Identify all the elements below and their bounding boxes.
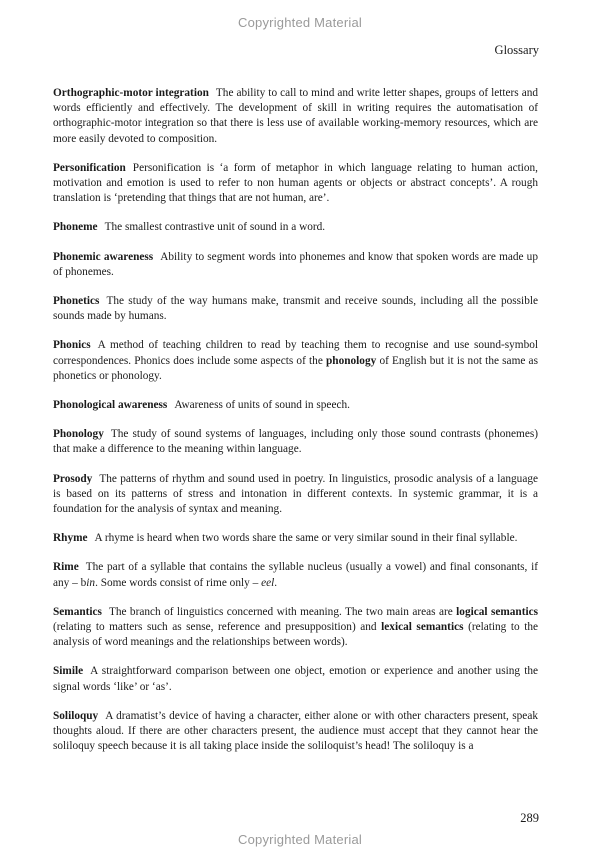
glossary-term: Semantics: [53, 605, 102, 618]
glossary-entries: [53, 86, 538, 769]
glossary-definition: The smallest contrastive unit of sound in a word.: [104, 221, 326, 234]
glossary-definition-part: (relating to the analysis of word meanings and the relationships between words).: [53, 621, 539, 649]
glossary-entry-soliloquy: [53, 709, 538, 755]
glossary-term: Personification: [53, 161, 126, 174]
glossary-definition-part: of English but it is not the same as phonetics or phonology.: [53, 354, 538, 382]
glossary-definition: The patterns of rhythm and sound used in poetry. In linguistics, prosodic analysis of a language is based on its patterns of stress and intonation in different contexts. In systemic grammar, it is a foundation for the analysis of syntax and meaning.: [53, 472, 538, 516]
glossary-entry-phonics: [53, 338, 538, 384]
glossary-entry-rhyme: [53, 531, 538, 546]
glossary-definition: The study of sound systems of languages, including only those sound contrasts (phonemes) that make a difference to the meaning within language.: [53, 428, 538, 456]
glossary-definition: Personification is ‘a form of metaphor in which language relating to human action, motivation and emotion is used to refer to non human agents or objects or abstract concepts’. A rough translation is ‘pretending that things that are not human, are’.: [53, 161, 538, 205]
glossary-entry-phonology: [53, 427, 538, 457]
cross-reference-term: lexical semantics: [381, 621, 464, 634]
glossary-entry-semantics: [53, 605, 538, 651]
glossary-definition-part: (relating to matters such as sense, reference and presupposition) and: [53, 621, 377, 634]
glossary-term: Phonetics: [53, 295, 100, 308]
glossary-entry-rime: [53, 560, 538, 590]
glossary-term: Phonemic awareness: [53, 250, 154, 263]
glossary-term: Phonology: [53, 428, 104, 441]
watermark-top: Copyrighted Material: [238, 15, 362, 30]
glossary-term: Simile: [53, 665, 84, 678]
glossary-definition-part: .: [274, 576, 278, 589]
glossary-term: Phoneme: [53, 221, 98, 234]
page-number: 289: [520, 811, 539, 825]
glossary-term: Phonological awareness: [53, 399, 168, 412]
glossary-definition: Awareness of units of sound in speech.: [174, 399, 350, 412]
glossary-definition-part: . Some words consist of rime only –: [95, 576, 259, 589]
cross-reference-term: phonology: [326, 354, 377, 367]
italic-example: in: [86, 576, 96, 589]
glossary-entry-phonological-awareness: [53, 398, 538, 413]
glossary-term: Phonics: [53, 339, 91, 352]
glossary-definition: The study of the way humans make, transmit and receive sounds, including all the possible sounds made by humans.: [53, 295, 538, 323]
glossary-entry-personification: [53, 161, 538, 207]
glossary-definition: The ability to call to mind and write letter shapes, groups of letters and words efficiently and effectively. The development of skill in writing requires the automatisation of orthographic-motor integration so that there is less use of available working-memory resources, which are more easily devoted to composition.: [53, 87, 539, 145]
glossary-term: Prosody: [53, 472, 93, 485]
glossary-term: Soliloquy: [53, 709, 99, 722]
running-head: Glossary: [494, 43, 539, 57]
glossary-definition-part: The branch of linguistics concerned with meaning. The two main areas are: [108, 605, 453, 618]
cross-reference-term: logical semantics: [456, 605, 539, 618]
glossary-definition-part: A method of teaching children to read by teaching them to recognise and use sound-symbol correspondences. Phonics does include some aspects of the: [53, 339, 538, 367]
italic-example: eel: [261, 576, 275, 589]
glossary-entry-prosody: [53, 472, 538, 518]
glossary-definition: A straightforward comparison between one object, emotion or experience and another using the signal words ‘like’ or ‘as’.: [53, 665, 538, 693]
watermark-bottom: Copyrighted Material: [238, 832, 362, 847]
glossary-entry-simile: [53, 664, 538, 694]
glossary-definition: A rhyme is heard when two words share the same or very similar sound in their final syllable.: [94, 532, 518, 545]
glossary-term: Rhyme: [53, 532, 88, 545]
glossary-term: Rime: [53, 561, 79, 574]
glossary-entry-orthographic-motor-integration: [53, 86, 538, 147]
glossary-definition-part: The part of a syllable that contains the syllable nucleus (usually a vowel) and final consonants, if any – b: [53, 561, 538, 589]
glossary-entry-phoneme: [53, 220, 538, 235]
glossary-entry-phonemic-awareness: [53, 250, 538, 280]
glossary-definition: A dramatist’s device of having a character, either alone or with other characters present, speak thoughts aloud. If there are other characters present, the audience must accept that they cannot hear the soliloquy speech because it is all taking place inside the soliloquist’s head! The soliloquy is a: [53, 709, 538, 753]
glossary-definition: Ability to segment words into phonemes and know that spoken words are made up of phonemes.: [53, 250, 538, 278]
glossary-entry-phonetics: [53, 294, 538, 324]
glossary-term: Orthographic-motor integration: [53, 87, 209, 99]
